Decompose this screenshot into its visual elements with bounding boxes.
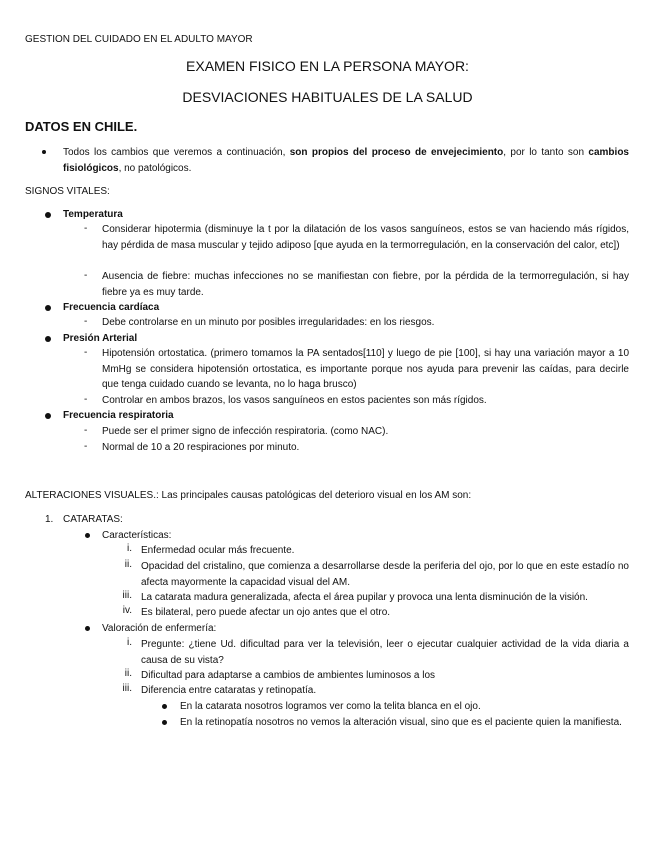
topic-presion-arterial: Presión Arterial bbox=[63, 333, 138, 344]
fr-item-1: Puede ser el primer signo de infección respiratoria. (como NAC). bbox=[102, 426, 389, 437]
pa-item-2: Controlar en ambos brazos, los vasos sanguíneos en estos pacientes son más rígidos. bbox=[102, 395, 487, 406]
caracteristicas-label: Características: bbox=[102, 530, 172, 541]
val-item: Pregunte: ¿tiene Ud. dificultad para ver la televisión, leer o ejecutar cualquier actividad de la vida diaria a causa de su vista? bbox=[141, 639, 629, 666]
dash-marker: - bbox=[84, 223, 88, 234]
topic-cataratas: CATARATAS: bbox=[63, 514, 123, 525]
intro-text: , por lo tanto son bbox=[503, 147, 589, 158]
dash-marker: - bbox=[84, 394, 88, 405]
roman-numeral: iii. bbox=[122, 683, 132, 694]
intro-bold: cambios fisiológicos bbox=[63, 147, 629, 174]
dash-marker: - bbox=[84, 441, 88, 452]
val-item: Diferencia entre cataratas y retinopatía. bbox=[141, 685, 317, 696]
bullet bbox=[45, 212, 51, 218]
roman-numeral: iii. bbox=[122, 590, 132, 601]
car-item: Opacidad del cristalino, que comienza a desarrollarse desde la periferia del ojo, por lo que en este estadío no afecta mayormente la capacidad visual del AM. bbox=[141, 561, 629, 588]
bullet bbox=[85, 626, 90, 631]
dash-marker: - bbox=[84, 425, 88, 436]
roman-numeral: i. bbox=[127, 543, 132, 554]
pa-item-1: Hipotensión ortostatica. (primero tomamos la PA sentados[110] y luego de pie [100], si hay una variación mayor a 10 MmHg se considera hipotensión ortostatica, es importante porque nos ayuda para prevenir las caídas, para decirle que tenga cuidado cuando se levanta, no lo haga brusco) bbox=[102, 348, 629, 390]
dash-marker: - bbox=[84, 270, 88, 281]
val-item: Dificultad para adaptarse a cambios de ambientes luminosos a los bbox=[141, 670, 436, 681]
temp-item-1: Considerar hipotermia (disminuye la t por la dilatación de los vasos sanguíneos, estos se van haciendo más rígidos, hay pérdida de masa muscular y tejido adiposo [que ayuda en la termorregulación, en la conservación del calor, etc]) bbox=[102, 224, 629, 251]
topic-frecuencia-cardiaca: Frecuencia cardíaca bbox=[63, 302, 160, 313]
intro-paragraph bbox=[63, 145, 629, 176]
intro-bold: son propios del proceso de envejecimiento bbox=[289, 147, 504, 158]
car-item: La catarata madura generalizada, afecta el área pupilar y provoca una lenta disminución de la visión. bbox=[141, 592, 588, 603]
valoracion-label: Valoración de enfermería: bbox=[102, 623, 217, 634]
bullet bbox=[162, 720, 167, 725]
roman-numeral: ii. bbox=[124, 559, 132, 570]
document-header: GESTION DEL CUIDADO EN EL ADULTO MAYOR bbox=[25, 34, 253, 45]
section-heading-alteraciones: ALTERACIONES VISUALES.: Las principales causas patológicas del deterioro visual en los AM son: bbox=[25, 490, 472, 501]
fc-item-1: Debe controlarse en un minuto por posibles irregularidades: en los riesgos. bbox=[102, 317, 435, 328]
topic-frecuencia-respiratoria: Frecuencia respiratoria bbox=[63, 410, 174, 421]
bullet bbox=[42, 150, 46, 154]
page-subtitle: DESVIACIONES HABITUALES DE LA SALUD bbox=[182, 89, 473, 105]
section-heading-chile: DATOS EN CHILE. bbox=[25, 119, 138, 134]
intro-text: Todos los cambios que veremos a continuación, bbox=[63, 147, 290, 158]
topic-temperatura: Temperatura bbox=[63, 209, 123, 220]
fr-item-2: Normal de 10 a 20 respiraciones por minuto. bbox=[102, 442, 300, 453]
dash-marker: - bbox=[84, 316, 88, 327]
bullet bbox=[162, 704, 167, 709]
bullet bbox=[85, 533, 90, 538]
temp-item-2: Ausencia de fiebre: muchas infecciones no se manifiestan con fiebre, por la pérdida de la termorregulación, si hay fiebre ya es muy tarde. bbox=[102, 271, 629, 298]
dash-marker: - bbox=[84, 347, 88, 358]
diferencia-item: En la catarata nosotros logramos ver como la telita blanca en el ojo. bbox=[180, 701, 481, 712]
bullet bbox=[45, 305, 51, 311]
car-item: Es bilateral, pero puede afectar un ojo antes que el otro. bbox=[141, 607, 391, 618]
roman-numeral: ii. bbox=[124, 668, 132, 679]
list-number: 1. bbox=[45, 514, 54, 525]
bullet bbox=[45, 413, 51, 419]
roman-numeral: i. bbox=[127, 637, 132, 648]
roman-numeral: iv. bbox=[122, 605, 132, 616]
page-title: EXAMEN FISICO EN LA PERSONA MAYOR: bbox=[186, 58, 469, 74]
section-heading-signos: SIGNOS VITALES: bbox=[25, 186, 110, 197]
bullet bbox=[45, 336, 51, 342]
intro-text: , no patológicos. bbox=[118, 162, 192, 174]
car-item: Enfermedad ocular más frecuente. bbox=[141, 545, 295, 556]
diferencia-item: En la retinopatía nosotros no vemos la alteración visual, sino que es el paciente quien la manifiesta. bbox=[180, 717, 622, 728]
